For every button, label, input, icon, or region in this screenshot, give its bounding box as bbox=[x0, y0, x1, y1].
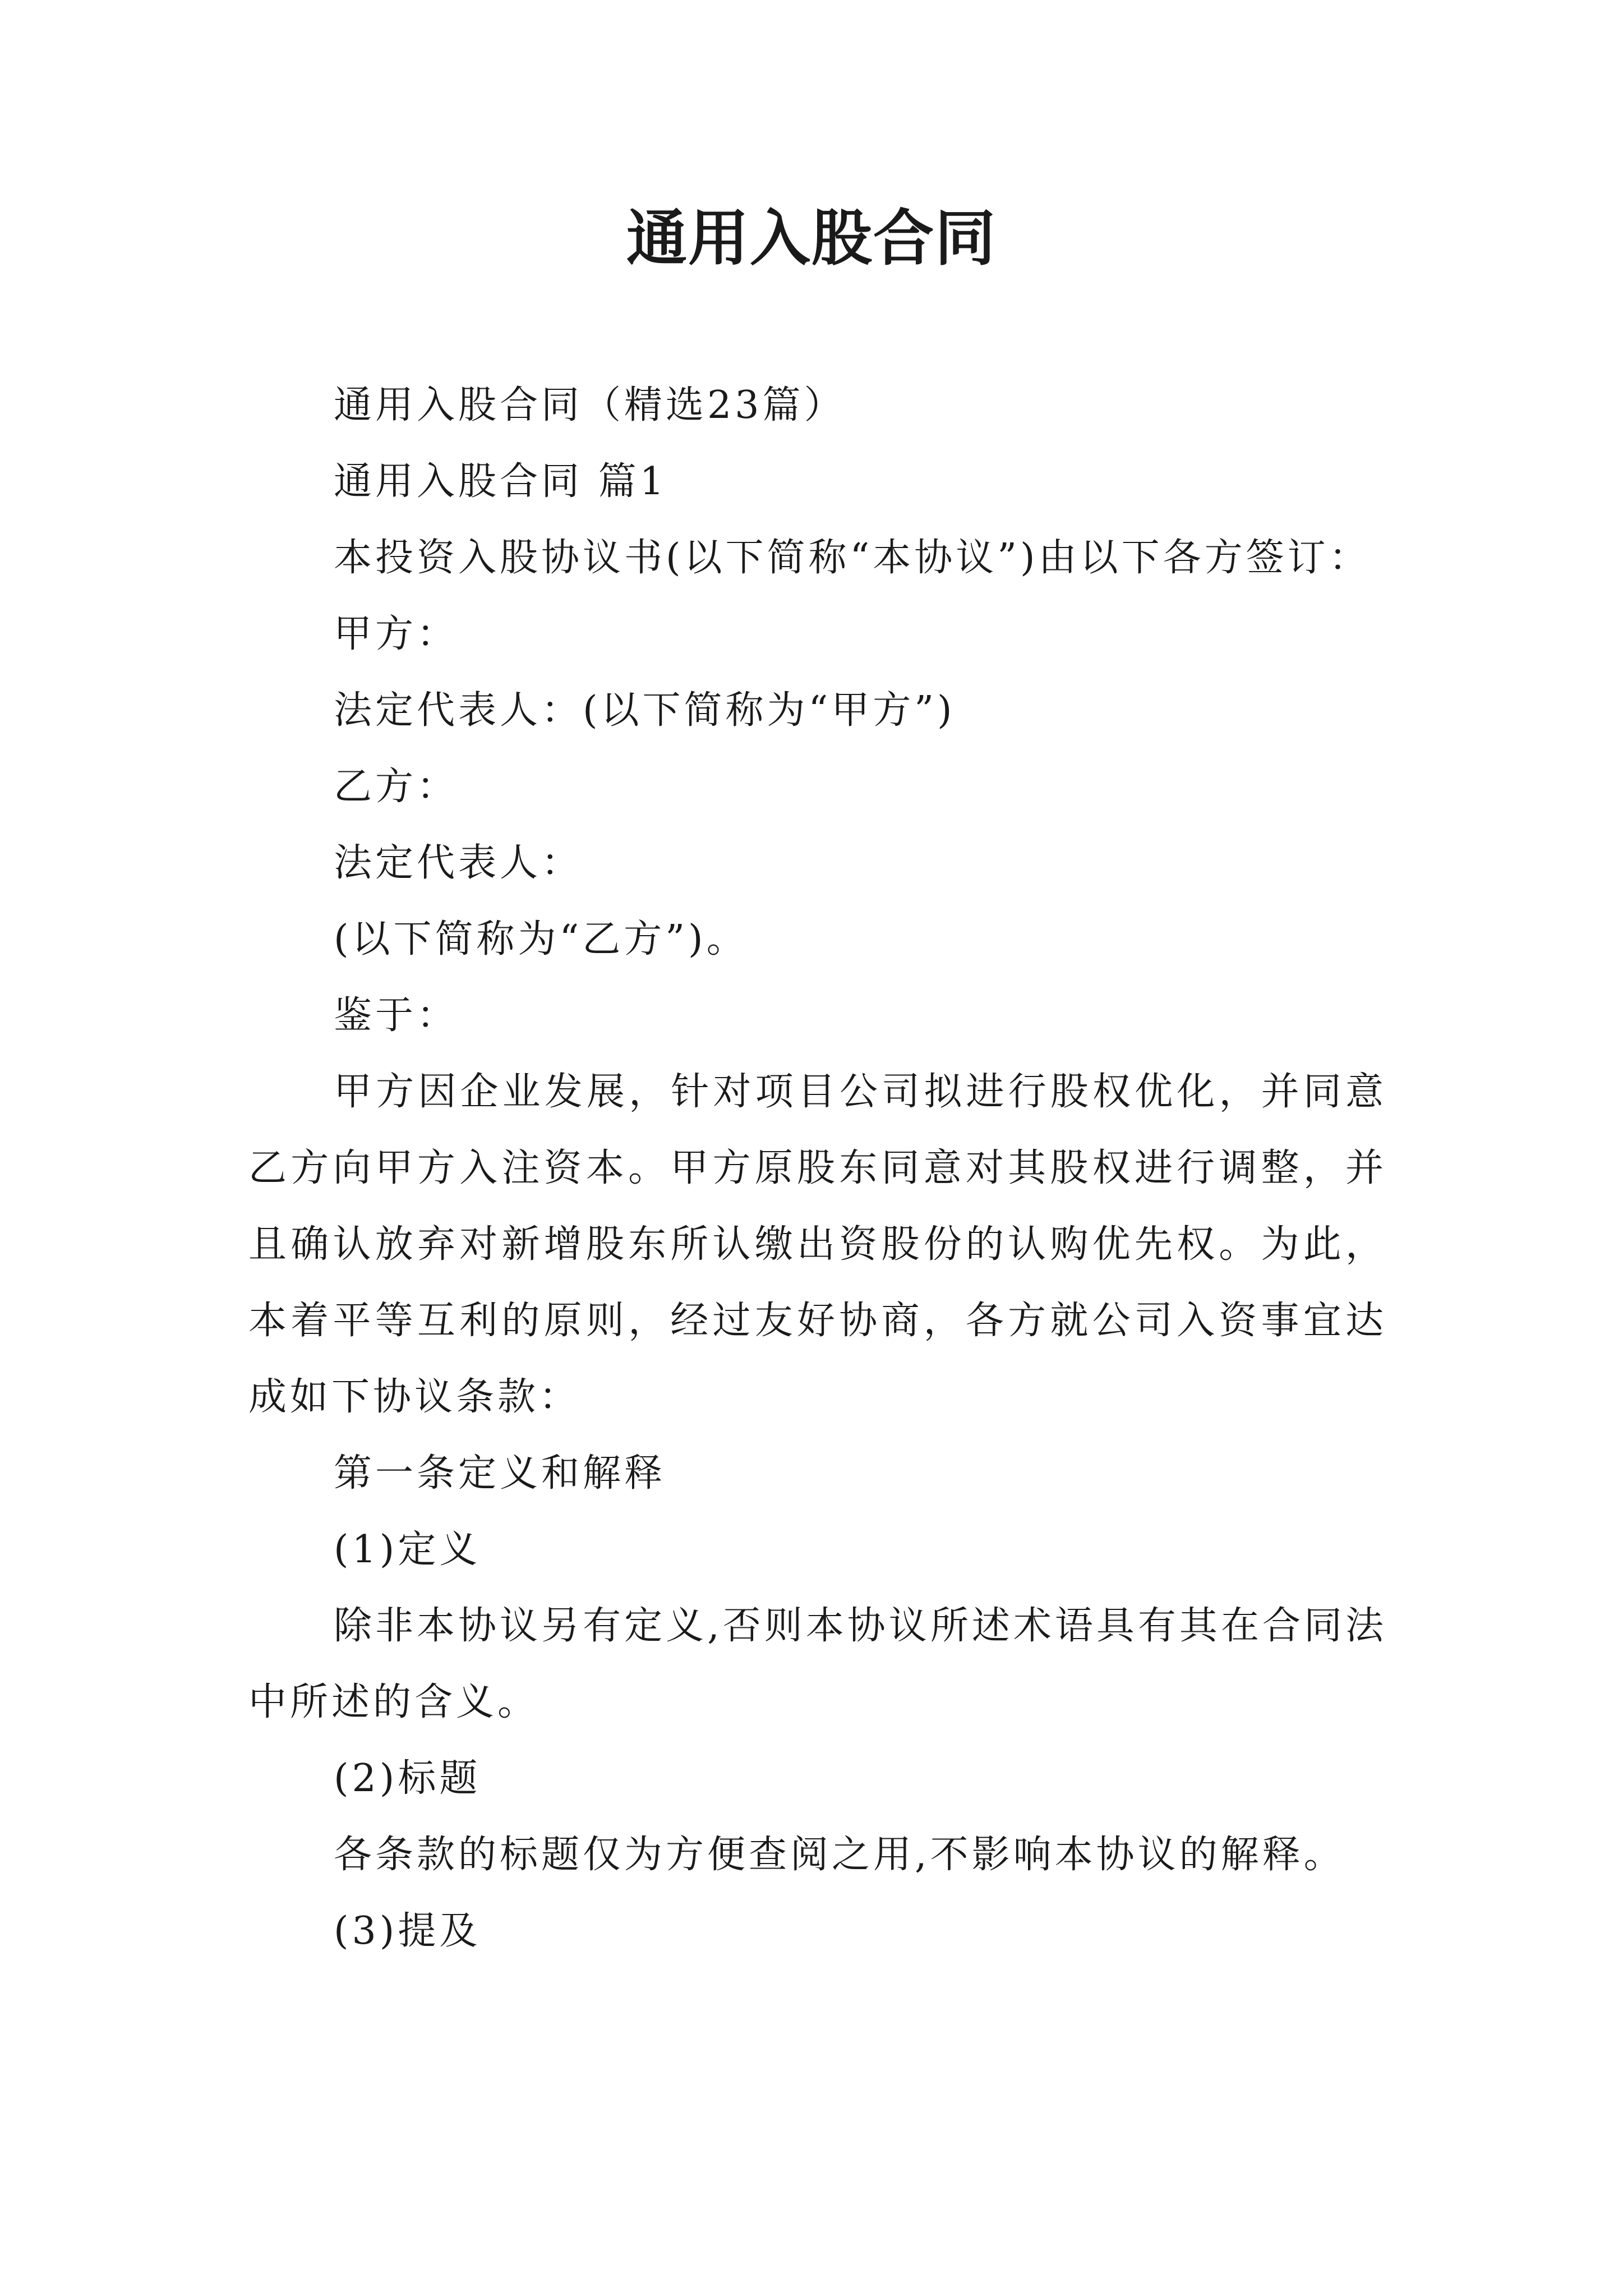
paragraph: 鉴于： bbox=[334, 993, 459, 1038]
paragraph: 甲方因企业发展，针对项目公司拟进行股权优化，并同意乙方向甲方入注资本。甲方原股东同意对其股权进行调整，并且确认放弃对新增股东所认缴出资股份的认购优先权。为此，本着平等互利的原则，经过友好协商，各方就公司入资事宜达成如下协议条款： bbox=[248, 1070, 1387, 1419]
paragraph: 甲方： bbox=[334, 612, 459, 656]
paragraph: 法定代表人：(以下简称为“甲方”) bbox=[334, 688, 956, 733]
paragraph: (3)提及 bbox=[334, 1909, 481, 1953]
document-title: 通用入股合同 bbox=[626, 203, 997, 274]
paragraph: 通用入股合同（精选23篇） bbox=[334, 383, 846, 427]
paragraph: 第一条定义和解释 bbox=[334, 1451, 666, 1496]
paragraph: 各条款的标题仅为方便查阅之用,不影响本协议的解释。 bbox=[334, 1833, 1345, 1877]
paragraph: 本投资入股协议书(以下简称“本协议”)由以下各方签订： bbox=[334, 536, 1371, 580]
paragraph: 除非本协议另有定义,否则本协议所述术语具有其在合同法中所述的含义。 bbox=[248, 1604, 1387, 1724]
document-body bbox=[248, 367, 1387, 1970]
paragraph: (以下简称为“乙方”)。 bbox=[334, 917, 748, 961]
paragraph: (1)定义 bbox=[334, 1527, 481, 1572]
paragraph: (2)标题 bbox=[334, 1756, 481, 1801]
paragraph: 通用入股合同 篇1 bbox=[334, 459, 667, 504]
paragraph: 法定代表人： bbox=[334, 841, 583, 885]
paragraph: 乙方： bbox=[334, 765, 459, 809]
